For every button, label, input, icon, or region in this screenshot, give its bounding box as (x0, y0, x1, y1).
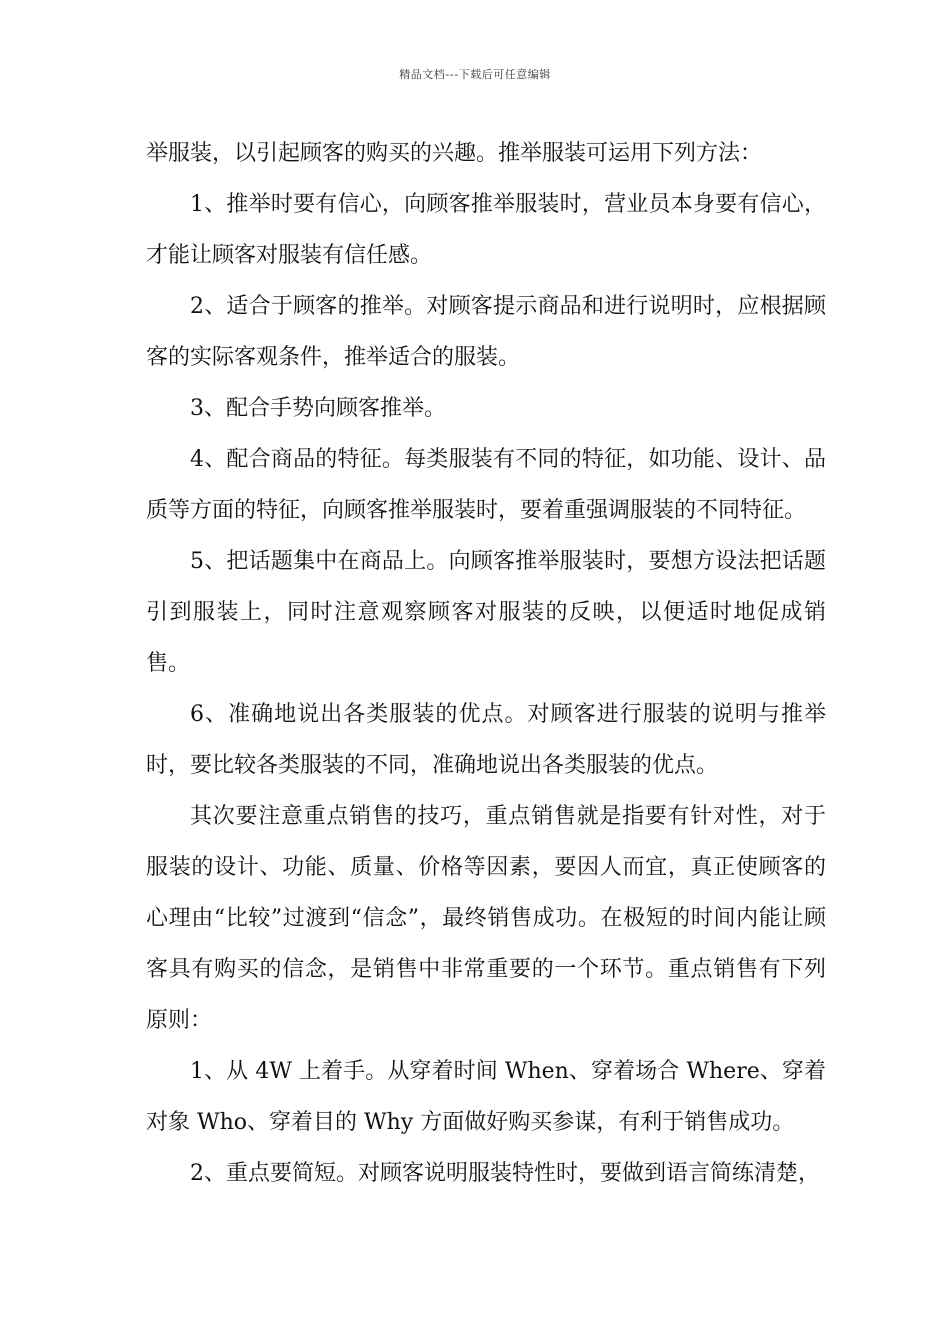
paragraph-item-3: 3、配合手势向顾客推举。 (190, 396, 446, 421)
document-body (146, 128, 826, 1199)
paragraph-intro: 举服装，以引起顾客的购买的兴趣。推举服装可运用下列方法： (146, 141, 763, 166)
page-header: 精品文档---下载后可任意编辑 (399, 68, 551, 81)
paragraph-key-selling: 其次要注意重点销售的技巧，重点销售就是指要有针对性，对于服装的设计、功能、质量、价格等因素，要因人而宜，真正使顾客的心理由“比较”过渡到“信念”，最终销售成功。在极短的时间内能让顾客具有购买的信念，是销售中非常重要的一个环节。重点销售有下列原则： (146, 804, 826, 1033)
paragraph-item-4: 4、配合商品的特征。每类服装有不同的特征，如功能、设计、品质等方面的特征，向顾客推举服装时，要着重强调服装的不同特征。 (146, 447, 826, 523)
paragraph-item-5: 5、把话题集中在商品上。向顾客推举服装时，要想方设法把话题引到服装上，同时注意观察顾客对服装的反映，以便适时地促成销售。 (146, 549, 826, 676)
paragraph-item-2: 2、适合于顾客的推举。对顾客提示商品和进行说明时，应根据顾客的实际客观条件，推举适合的服装。 (146, 294, 826, 370)
paragraph-principle-2: 2、重点要简短。对顾客说明服装特性时，要做到语言简练清楚， (190, 1161, 820, 1186)
paragraph-item-6: 6、准确地说出各类服装的优点。对顾客进行服装的说明与推举时，要比较各类服装的不同，准确地说出各类服装的优点。 (146, 702, 826, 778)
paragraph-principle-1: 1、从 4W 上着手。从穿着时间 When、穿着场合 Where、穿着对象 Who、穿着目的 Why 方面做好购买参谋，有利于销售成功。 (146, 1059, 826, 1135)
paragraph-item-1: 1、推举时要有信心，向顾客推举服装时，营业员本身要有信心，才能让顾客对服装有信任感。 (146, 192, 826, 268)
